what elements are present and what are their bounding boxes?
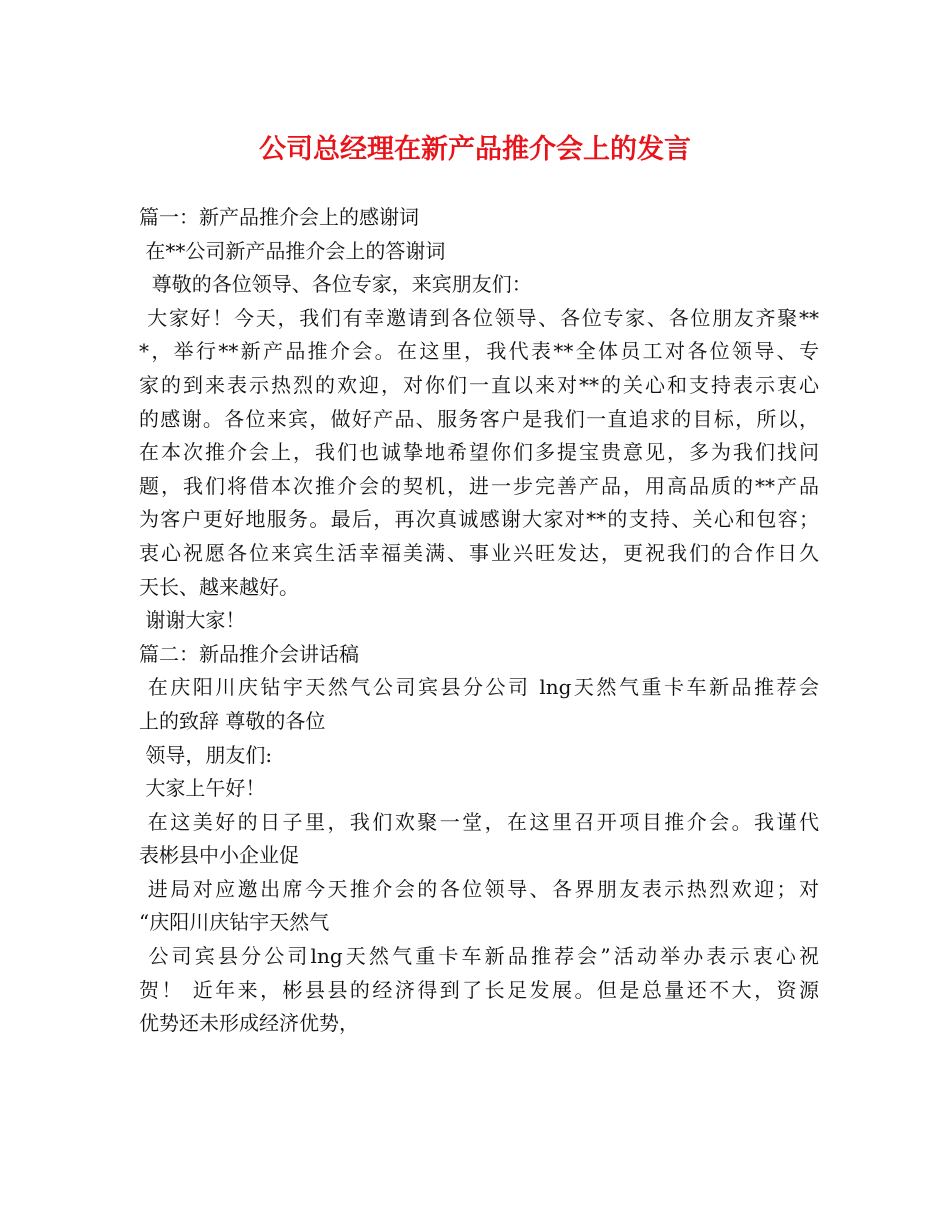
body-line: 上的致辞 尊敬的各位 (139, 708, 326, 733)
body-line: *，举行**新产品推介会。在这里，我代表**全体员工对各位领导、专 (139, 339, 819, 364)
body-line: 在**公司新产品推介会上的答谢词 (139, 238, 446, 263)
document-body (139, 201, 819, 1041)
body-line: 家的到来表示热烈的欢迎，对你们一直以来对**的关心和支持表示衷心 (139, 372, 819, 397)
body-line: 公司宾县分公司lng天然气重卡车新品推荐会”活动举办表示衷心祝 (139, 944, 819, 969)
body-line: 的感谢。各位来宾，做好产品、服务客户是我们一直追求的目标，所以， (139, 406, 819, 431)
body-line: 表彬县中小企业促 (139, 843, 299, 868)
body-line: 天长、越来越好。 (139, 574, 299, 599)
body-line: 篇一：新产品推介会上的感谢词 (139, 205, 419, 229)
body-line: 篇二：新品推介会讲话稿 (139, 641, 359, 666)
body-line: 尊敬的各位领导、各位专家，来宾朋友们： (139, 272, 532, 297)
body-line: 在这美好的日子里，我们欢聚一堂，在这里召开项目推介会。我谨代 (139, 809, 819, 834)
body-line: “庆阳川庆钻宇天然气 (139, 910, 330, 935)
body-line: 谢谢大家！ (139, 608, 246, 633)
body-line: 衷心祝愿各位来宾生活幸福美满、事业兴旺发达，更祝我们的合作日久 (139, 540, 819, 565)
body-line: 题，我们将借本次推介会的契机，进一步完善产品，用高品质的**产品 (139, 473, 819, 498)
body-line: 领导，朋友们: (139, 742, 273, 767)
body-line: 优势还未形成经济优势， (139, 1011, 359, 1036)
body-line: 大家上午好！ (139, 776, 266, 801)
body-line: 进局对应邀出席今天推介会的各位领导、各界朋友表示热烈欢迎；对 (139, 876, 819, 901)
document-title: 公司总经理在新产品推介会上的发言 (259, 134, 691, 165)
body-line: 贺！ 近年来，彬县县的经济得到了长足发展。但是总量还不大，资源 (139, 977, 819, 1002)
body-line: 大家好！今天，我们有幸邀请到各位领导、各位专家、各位朋友齐聚** (139, 305, 819, 330)
body-line: 在庆阳川庆钻宇天然气公司宾县分公司 lng天然气重卡车新品推荐会 (139, 675, 819, 700)
body-line: 在本次推介会上，我们也诚挚地希望你们多提宝贵意见，多为我们找问 (139, 440, 819, 465)
body-line: 为客户更好地服务。最后，再次真诚感谢大家对**的支持、关心和包容； (139, 507, 819, 532)
